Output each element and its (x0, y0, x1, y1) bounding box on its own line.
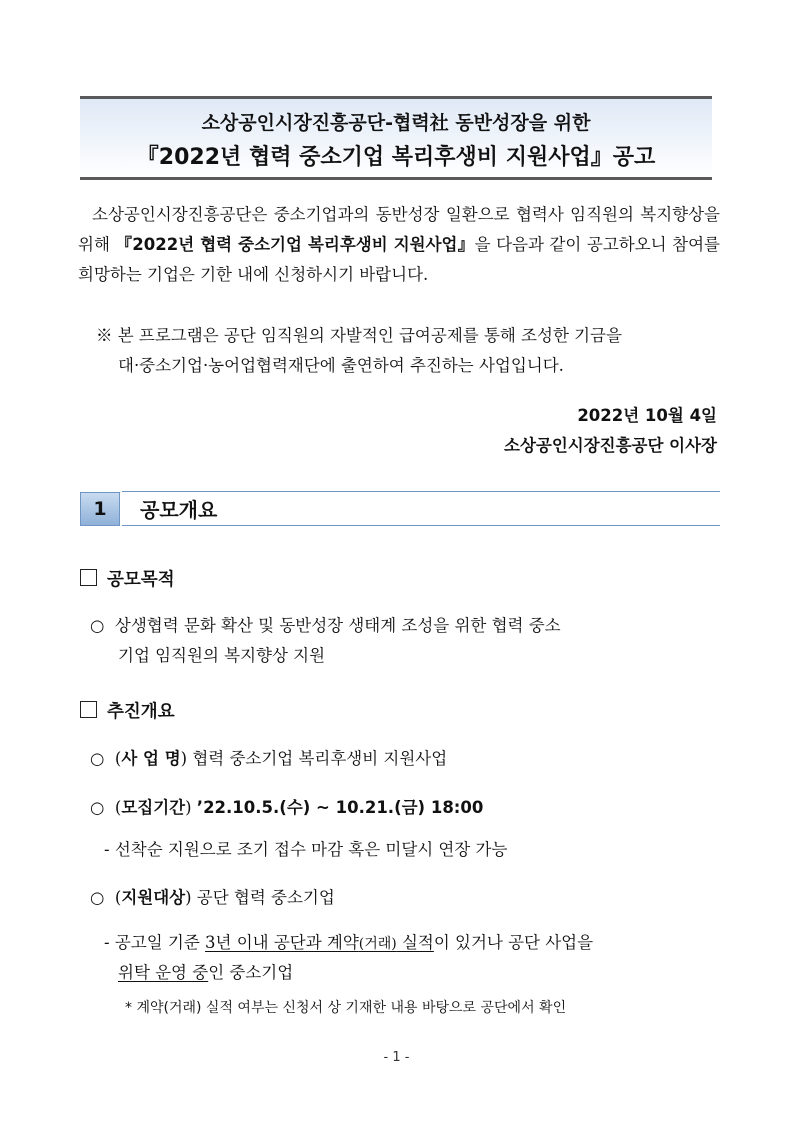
overview-heading-text: 추진개요 (107, 702, 175, 722)
purpose-heading (80, 566, 175, 591)
overview-item-period: ○ (모집기간) ’22.10.5.(수) ~ 10.21.(금) 18:00 (90, 798, 484, 817)
page-number: - 1 - (383, 1050, 410, 1065)
dash-mark: - (104, 933, 110, 952)
circle-bullet-icon: ○ (90, 749, 105, 768)
purpose-text-1: 상생협력 문화 확산 및 동반성장 생태계 조성을 위한 협력 중소 (114, 616, 561, 635)
target-sub-line-1 (104, 929, 593, 953)
target-text-contract: 3년 이내 공단과 계약 (205, 933, 359, 952)
purpose-line-2: 기업 임직원의 복지향상 지원 (118, 646, 326, 665)
intro-text-2: 을 다음과 같이 공고하오니 참여를 희망하는 기업은 기한 내에 신청하시기 바랍니다. (78, 235, 720, 284)
notice-line-2: 대·중소기업·농어업협력재단에 출연하여 추진하는 사업입니다. (118, 356, 564, 375)
item-value: 공단 협력 중소기업 (196, 888, 335, 907)
signature-date: 2022년 10월 4일 (577, 406, 717, 425)
circle-bullet-icon: ○ (90, 616, 105, 635)
title-line-2: 『2022년 협력 중소기업 복리후생비 지원사업』공고 (136, 145, 656, 170)
target-text-operating: 위탁 운영 중 (118, 963, 209, 982)
target-text-pre: 공고일 기준 (114, 933, 206, 952)
target-text-company: 인 중소기업 (208, 963, 294, 982)
period-sub-note: - 선착순 지원으로 조기 접수 마감 혹은 미달시 연장 가능 (104, 840, 508, 859)
announcement-title-box (80, 96, 712, 180)
checkbox-square-icon (80, 569, 97, 586)
target-text-paren: (거래) (358, 936, 397, 952)
circle-bullet-icon: ○ (90, 888, 105, 907)
target-underline-contract (205, 933, 434, 952)
item-label: 모집기간 (121, 798, 186, 817)
section-number-badge: 1 (80, 492, 120, 526)
signature-issuer: 소상공인시장진흥공단 이사장 (504, 436, 717, 455)
purpose-heading-text: 공모목적 (107, 570, 175, 590)
purpose-line-1 (90, 612, 561, 636)
circle-bullet-icon: ○ (90, 798, 105, 817)
footnote: * 계약(거래) 실적 여부는 신청서 상 기재한 내용 바탕으로 공단에서 확인 (125, 1000, 567, 1016)
item-label: 사 업 명 (121, 749, 181, 768)
checkbox-square-icon (80, 701, 97, 718)
notice-mark: ※ (96, 326, 113, 345)
item-value: ’22.10.5.(수) ~ 10.21.(금) 18:00 (196, 798, 484, 817)
section-divider-bottom (122, 525, 720, 526)
overview-heading (80, 698, 175, 723)
overview-item-target: ○ (지원대상) 공단 협력 중소기업 (90, 888, 335, 907)
intro-paragraph (78, 200, 720, 290)
overview-item-name: ○ (사 업 명) 협력 중소기업 복리후생비 지원사업 (90, 749, 448, 768)
target-text-record: 실적 (396, 933, 434, 952)
target-text-post: 이 있거나 공단 사업을 (433, 933, 594, 952)
item-value: 협력 중소기업 복리후생비 지원사업 (192, 749, 448, 768)
item-label: 지원대상 (121, 888, 186, 907)
intro-text-1: 소상공인시장진흥공단은 중소기업과의 동반성장 일환으로 협력사 임직원의 복지향상을 위해 (78, 205, 720, 254)
notice-line-1 (96, 322, 622, 346)
section-title: 공모개요 (140, 498, 218, 522)
section-divider-top (122, 491, 720, 492)
target-sub-line-2 (118, 959, 293, 983)
title-line-1: 소상공인시장진흥공단-협력社 동반성장을 위한 (201, 112, 591, 134)
notice-text-1: 본 프로그램은 공단 임직원의 자발적인 급여공제를 통해 조성한 기금을 (117, 326, 622, 345)
intro-program-name: 『2022년 협력 중소기업 복리후생비 지원사업』 (115, 235, 475, 254)
